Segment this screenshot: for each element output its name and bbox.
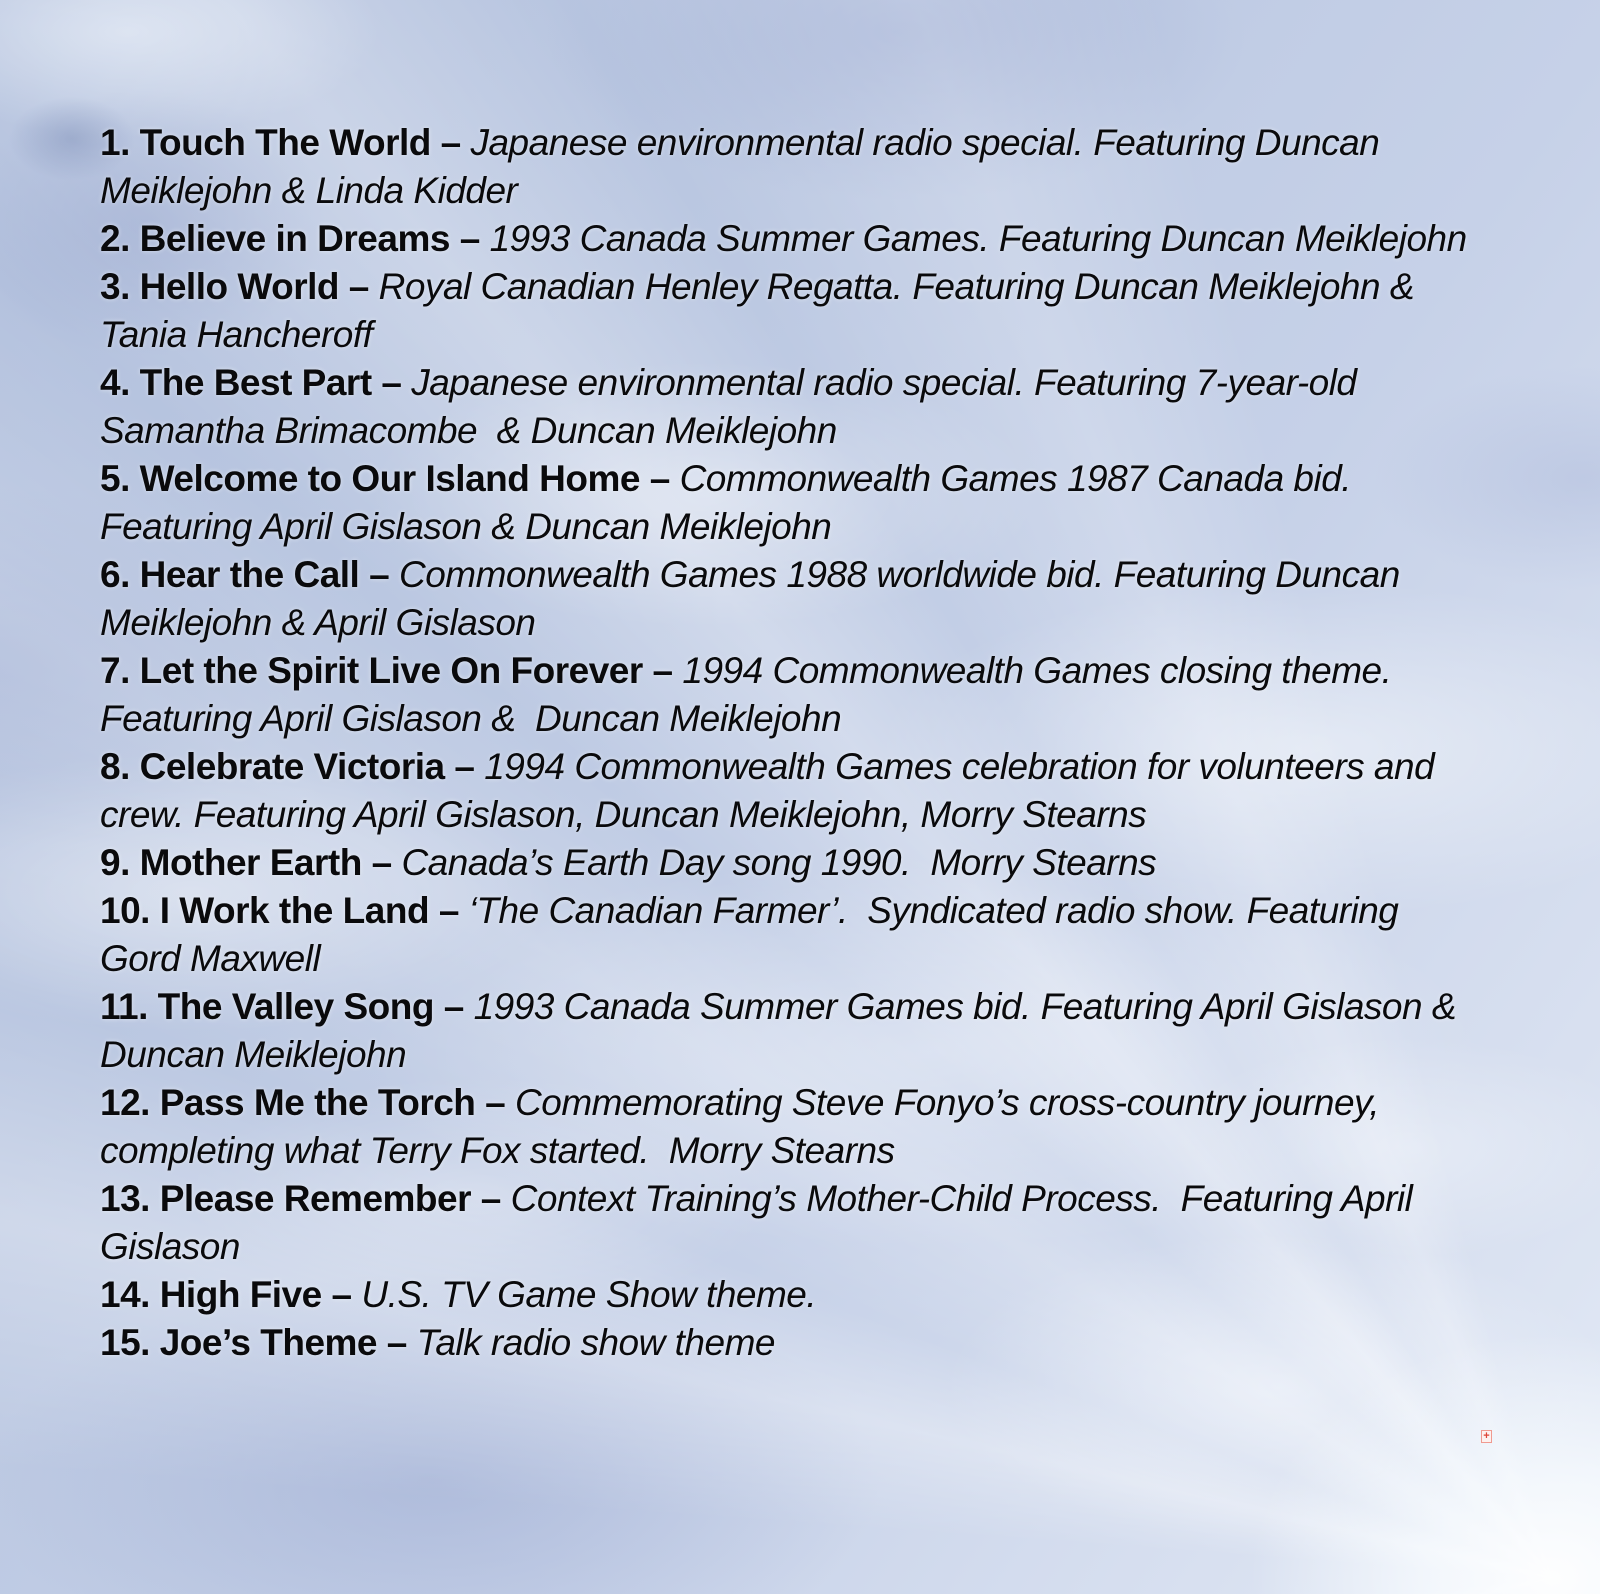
- track-number-title: 2. Believe in Dreams –: [100, 218, 490, 259]
- track-item: [100, 263, 1480, 359]
- track-description: Context Training’s Mother-Child Process. Featuring April Gislason: [100, 1178, 1423, 1267]
- track-number-title: 12. Pass Me the Torch –: [100, 1082, 516, 1123]
- track-item: [100, 215, 1480, 263]
- track-number-title: 7. Let the Spirit Live On Forever –: [100, 650, 683, 691]
- track-list: [100, 119, 1480, 1367]
- track-description: Japanese environmental radio special. Featuring 7-year-old Samantha Brimacombe & Duncan Meiklejohn: [100, 362, 1367, 451]
- track-description: 1994 Commonwealth Games closing theme. Featuring April Gislason & Duncan Meiklejohn: [100, 650, 1402, 739]
- track-description: 1993 Canada Summer Games. Featuring Duncan Meiklejohn: [489, 218, 1467, 259]
- track-number-title: 8. Celebrate Victoria –: [100, 746, 485, 787]
- track-item: [100, 647, 1480, 743]
- track-number-title: 6. Hear the Call –: [100, 554, 399, 595]
- track-number-title: 3. Hello World –: [100, 266, 379, 307]
- track-item: [100, 359, 1480, 455]
- track-number-title: 4. The Best Part –: [100, 362, 412, 403]
- track-item: [100, 1271, 1480, 1319]
- track-description: Commemorating Steve Fonyo’s cross-country journey, completing what Terry Fox started. Morry Stearns: [100, 1082, 1389, 1171]
- track-item: [100, 1079, 1480, 1175]
- track-number-title: 1. Touch The World –: [100, 122, 471, 163]
- track-description: 1994 Commonwealth Games celebration for volunteers and crew. Featuring April Gislason, Duncan Meiklejohn, Morry Stearns: [100, 746, 1444, 835]
- overset-text-marker-icon: +: [1481, 1430, 1492, 1443]
- track-number-title: 13. Please Remember –: [100, 1178, 511, 1219]
- track-description: ‘The Canadian Farmer’. Syndicated radio show. Featuring Gord Maxwell: [100, 890, 1409, 979]
- track-description: Japanese environmental radio special. Featuring Duncan Meiklejohn & Linda Kidder: [100, 122, 1390, 211]
- track-item: [100, 455, 1480, 551]
- track-item: [100, 551, 1480, 647]
- track-number-title: 5. Welcome to Our Island Home –: [100, 458, 680, 499]
- track-description: Canada’s Earth Day song 1990. Morry Stearns: [401, 842, 1157, 883]
- track-number-title: 9. Mother Earth –: [100, 842, 402, 883]
- track-item: [100, 983, 1480, 1079]
- track-number-title: 15. Joe’s Theme –: [100, 1322, 417, 1363]
- track-description: Talk radio show theme: [416, 1322, 775, 1363]
- track-item: [100, 119, 1480, 215]
- track-item: [100, 1175, 1480, 1271]
- track-item: [100, 743, 1480, 839]
- track-number-title: 11. The Valley Song –: [100, 986, 474, 1027]
- track-item: [100, 887, 1480, 983]
- track-description: U.S. TV Game Show theme.: [361, 1274, 817, 1315]
- track-description: Commonwealth Games 1988 worldwide bid. Featuring Duncan Meiklejohn & April Gislason: [100, 554, 1410, 643]
- track-number-title: 10. I Work the Land –: [100, 890, 469, 931]
- track-item: [100, 839, 1480, 887]
- track-description: Royal Canadian Henley Regatta. Featuring Duncan Meiklejohn & Tania Hancheroff: [100, 266, 1424, 355]
- track-description: 1993 Canada Summer Games bid. Featuring April Gislason & Duncan Meiklejohn: [100, 986, 1466, 1075]
- track-number-title: 14. High Five –: [100, 1274, 362, 1315]
- track-description: Commonwealth Games 1987 Canada bid. Featuring April Gislason & Duncan Meiklejohn: [100, 458, 1361, 547]
- track-item: [100, 1319, 1480, 1367]
